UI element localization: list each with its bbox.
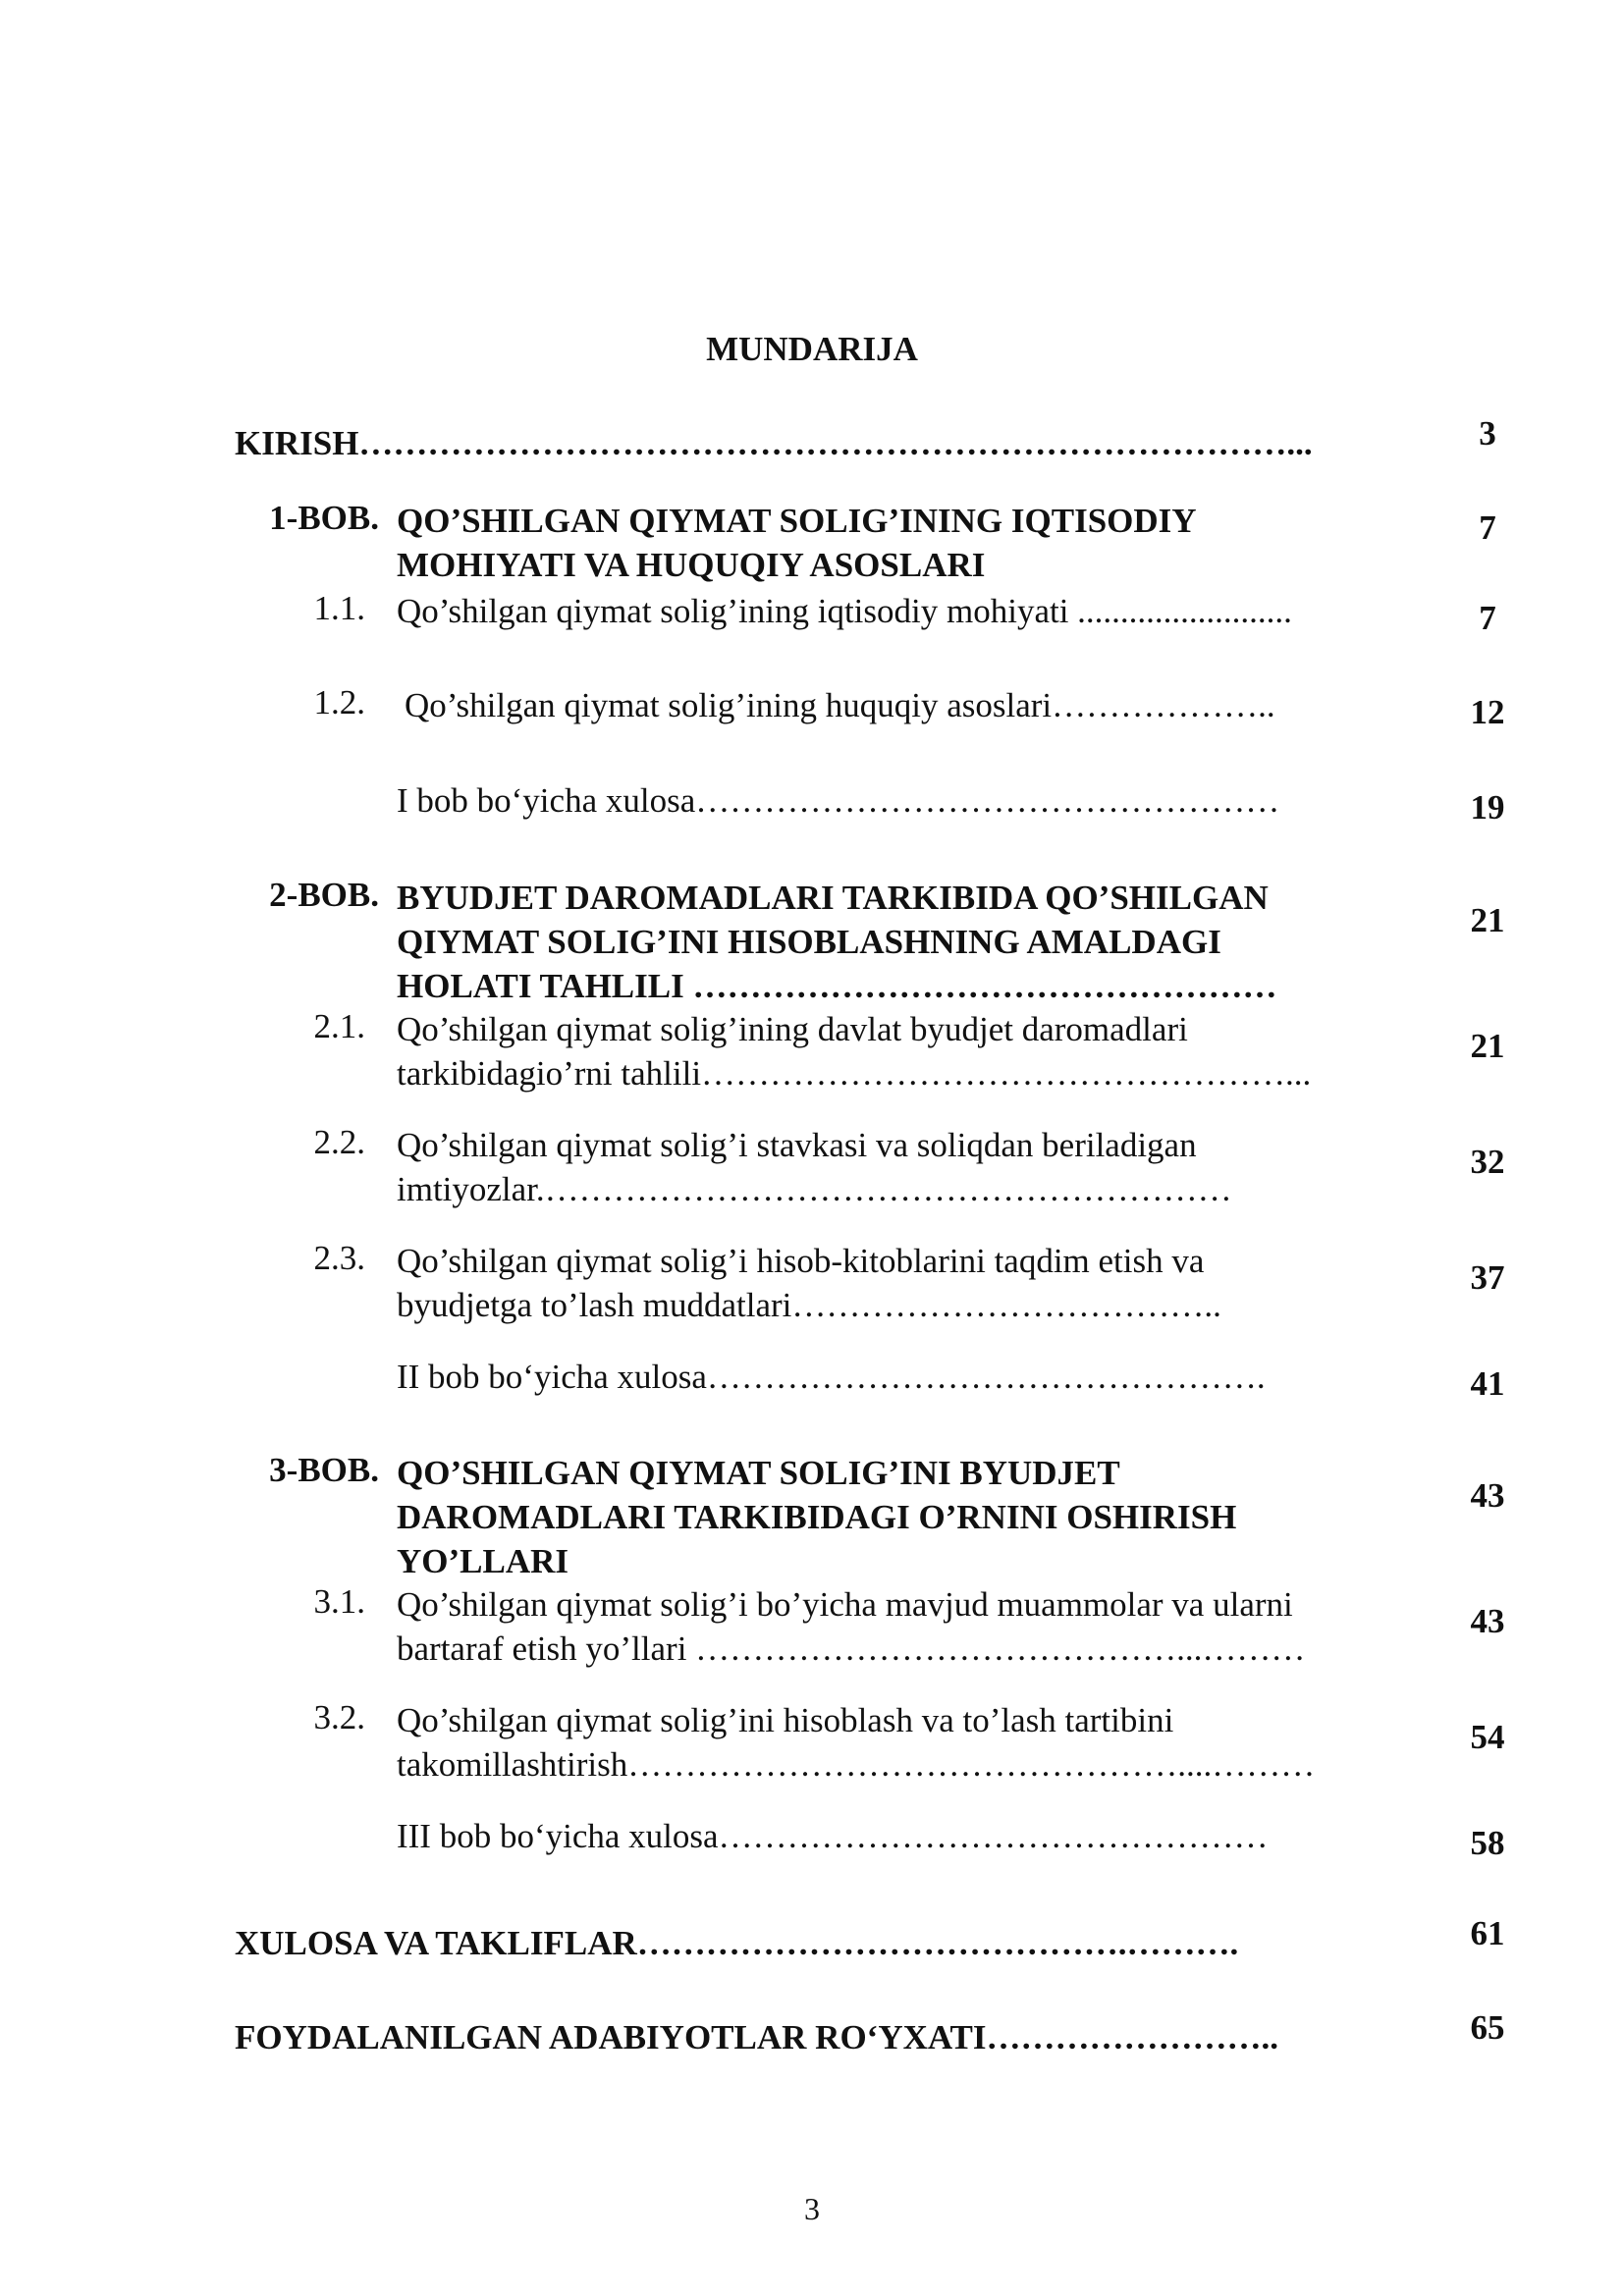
- toc-page-number: 41: [1470, 1364, 1505, 1403]
- toc-entry-label: XULOSA VA TAKLIFLAR…………………………………….……….: [235, 1924, 1239, 1962]
- section-title-line: Qo’shilgan qiymat solig’i stavkasi va soliqdan beriladigan: [397, 1126, 1197, 1164]
- chapter-title-line: HOLATI TAHLILI ……………………………………………: [397, 967, 1277, 1005]
- toc-page-number: 7: [1479, 508, 1496, 547]
- section-title-line: Qo’shilgan qiymat solig’i hisob-kitoblarini taqdim etish va: [397, 1242, 1205, 1280]
- toc-page-number: 21: [1470, 1027, 1505, 1065]
- section-title-line: Qo’shilgan qiymat solig’ining davlat byudjet daromadlari: [397, 1010, 1188, 1048]
- toc-page-number: 43: [1470, 1476, 1505, 1515]
- section-title-line: imtiyozlar.……………………………………………………: [397, 1170, 1232, 1208]
- chapter-title-line: DAROMADLARI TARKIBIDAGI O’RNINI OSHIRISH: [397, 1498, 1237, 1536]
- summary-title: [397, 1355, 1428, 1399]
- chapter-number: 1-BOB.: [269, 499, 379, 537]
- toc-page-number: 58: [1470, 1824, 1505, 1862]
- toc-page-number: 12: [1470, 693, 1505, 731]
- toc-page-number: 54: [1470, 1718, 1505, 1756]
- section-number: 3.1.: [313, 1582, 365, 1621]
- chapter-number: 2-BOB.: [269, 876, 379, 914]
- section-title-line: Qo’shilgan qiymat solig’ini hisoblash va to’lash tartibini: [397, 1701, 1174, 1739]
- summary-title-line: I bob bo‘yicha xulosa……………………………………………: [397, 781, 1280, 820]
- section-title-line: bartaraf etish yo’llari ……………………………………...………: [397, 1629, 1306, 1668]
- summary-title: [397, 1814, 1428, 1858]
- section-title: [397, 1007, 1428, 1095]
- footer-page-number: 3: [804, 2191, 820, 2226]
- section-title-line: Qo’shilgan qiymat solig’ining iqtisodiy mohiyati .........................: [397, 592, 1292, 630]
- section-title-line: Qo’shilgan qiymat solig’i bo’yicha mavjud muammolar va ularni: [397, 1585, 1293, 1624]
- toc-page-number: 21: [1470, 901, 1505, 939]
- toc-page-number: 65: [1470, 2008, 1505, 2047]
- toc-page-number: 7: [1479, 599, 1496, 637]
- chapter-title: [397, 1451, 1428, 1583]
- chapter-title: [397, 876, 1428, 1008]
- section-title: [397, 1698, 1428, 1787]
- toc-page-number: 61: [1470, 1914, 1505, 1952]
- section-number: 2.3.: [313, 1239, 365, 1277]
- chapter-title: [397, 499, 1428, 587]
- chapter-number: 3-BOB.: [269, 1451, 379, 1489]
- toc-page-number: 32: [1470, 1143, 1505, 1181]
- chapter-title-line: BYUDJET DAROMADLARI TARKIBIDA QO’SHILGAN: [397, 879, 1269, 917]
- toc-page-number: 37: [1470, 1258, 1505, 1297]
- toc-page-number: 19: [1470, 788, 1505, 827]
- section-title: [397, 1123, 1428, 1211]
- section-number: 3.2.: [313, 1698, 365, 1736]
- section-number: 1.1.: [313, 589, 365, 627]
- chapter-title-line: MOHIYATI VA HUQUQIY ASOSLARI: [397, 546, 986, 584]
- summary-title-line: II bob bo‘yicha xulosa………………………………………….: [397, 1358, 1266, 1396]
- toc-page-number: 3: [1479, 414, 1496, 453]
- summary-title-line: III bob bo‘yicha xulosa…………………………………………: [397, 1817, 1269, 1855]
- section-number: 2.2.: [313, 1123, 365, 1161]
- section-title: [397, 589, 1428, 633]
- section-title-line: Qo’shilgan qiymat solig’ining huquqiy asoslari………………..: [405, 686, 1275, 724]
- section-title: [405, 683, 1435, 727]
- toc-entry-label: FOYDALANILGAN ADABIYOTLAR RO‘YXATI……………………..: [235, 2018, 1279, 2056]
- section-title-line: takomillashtirish…………………………………………....………: [397, 1745, 1316, 1784]
- summary-title: [397, 778, 1428, 823]
- chapter-title-line: QIYMAT SOLIG’INI HISOBLASHNING AMALDAGI: [397, 923, 1221, 961]
- section-number: 1.2.: [313, 683, 365, 721]
- toc-entry-label: KIRISH………………………………………………………………………...: [235, 424, 1313, 462]
- section-number: 2.1.: [313, 1007, 365, 1045]
- toc-page-number: 43: [1470, 1602, 1505, 1640]
- section-title: [397, 1239, 1428, 1327]
- chapter-title-line: QO’SHILGAN QIYMAT SOLIG’INI BYUDJET: [397, 1454, 1120, 1492]
- section-title-line: byudjetga to’lash muddatlari………………………………..: [397, 1286, 1221, 1324]
- section-title: [397, 1582, 1428, 1671]
- page-title: MUNDARIJA: [706, 330, 918, 368]
- section-title-line: tarkibidagio’rni tahlili……………………………………………...: [397, 1054, 1312, 1093]
- chapter-title-line: QO’SHILGAN QIYMAT SOLIG’INING IQTISODIY: [397, 502, 1197, 540]
- chapter-title-line: YO’LLARI: [397, 1542, 569, 1580]
